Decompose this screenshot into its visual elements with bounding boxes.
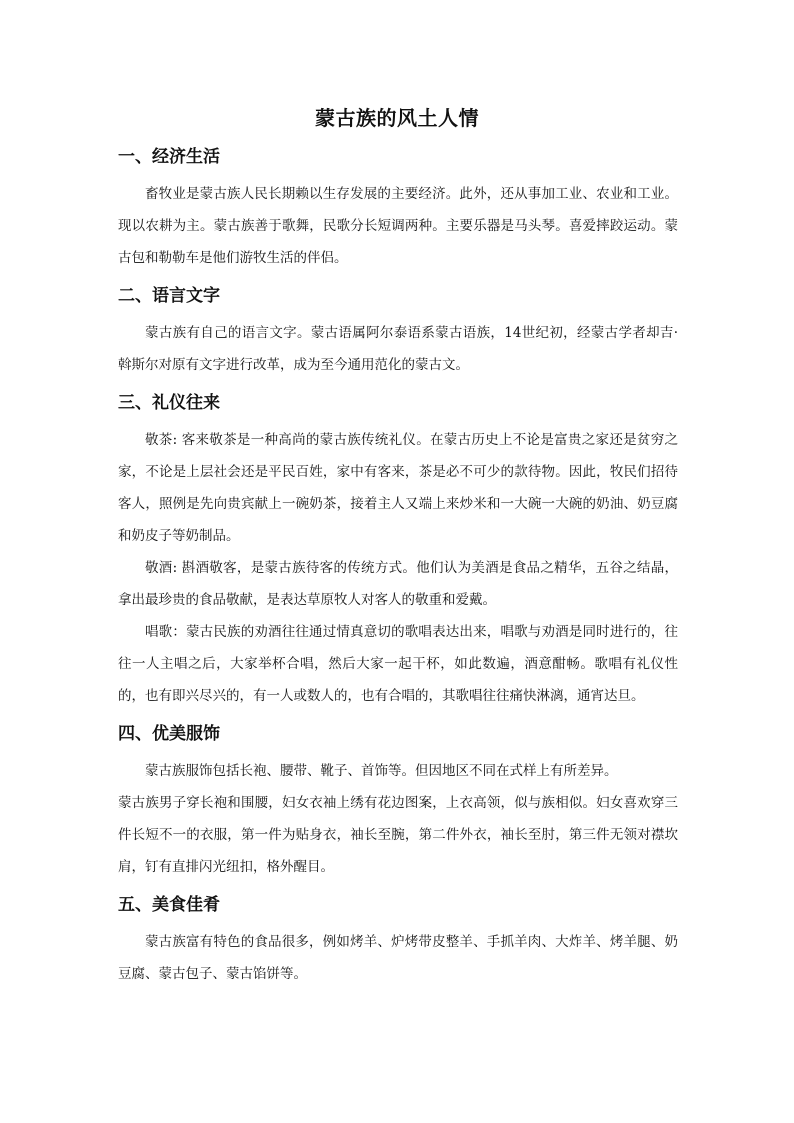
section-heading: 一、经济生活 [118, 147, 220, 167]
section-heading: 四、优美服饰 [118, 724, 220, 744]
paragraph: 蒙古族有自己的语言文字。蒙古语属阿尔泰语系蒙古语族，14世纪初，经蒙古学者却吉·斡斯尔对原有文字进行改革，成为至今通用范化的蒙古文。 [118, 325, 678, 373]
paragraph: 蒙古族男子穿长袍和围腰，妇女衣袖上绣有花边图案，上衣高领，似与族相似。妇女喜欢穿三件长短不一的衣服，第一件为贴身衣，袖长至腕，第二件外衣，袖长至肘，第三件无领对襟坎肩，钉有直排闪光纽扣，格外醒目。 [118, 795, 678, 875]
section-heading: 三、礼仪往来 [118, 393, 220, 413]
section-economy [118, 142, 678, 274]
paragraph: 蒙古族服饰包括长袍、腰带、靴子、首饰等。但因地区不同在式样上有所差异。 [145, 763, 618, 779]
paragraph-wine: 敬酒: 斟酒敬客，是蒙古族待客的传统方式。他们认为美酒是食品之精华，五谷之结晶，拿出最珍贵的食品敬献，是表达草原牧人对客人的敬重和爱戴。 [118, 560, 678, 608]
section-heading: 二、语言文字 [118, 286, 220, 306]
section-language [118, 281, 678, 381]
paragraph: 蒙古族富有特色的食品很多，例如烤羊、炉烤带皮整羊、手抓羊肉、大炸羊、烤羊腿、奶豆腐、蒙古包子、蒙古馅饼等。 [118, 934, 678, 982]
section-cuisine [118, 890, 678, 990]
paragraph-tea: 敬茶: 客来敬茶是一种高尚的蒙古族传统礼仪。在蒙古历史上不论是富贵之家还是贫穷之家，不论是上层社会还是平民百姓，家中有客来，茶是必不可少的款待物。因此，牧民们招待客人，照例是先向贵宾献上一碗奶茶，接着主人又端上来炒米和一大碗一大碗的奶油、奶豆腐和奶皮子等奶制品。 [118, 432, 678, 544]
page-title: 蒙古族的风土人情 [315, 106, 479, 130]
section-costume [118, 719, 678, 883]
paragraph-singing: 唱歌：蒙古民族的劝酒往往通过情真意切的歌唱表达出来，唱歌与劝酒是同时进行的，往往一人主唱之后，大家举杯合唱，然后大家一起干杯，如此数遍，酒意酣畅。歌唱有礼仪性的，也有即兴尽兴的，有一人或数人的，也有合唱的，其歌唱往往痛快淋漓，通宵达旦。 [118, 624, 678, 704]
section-heading: 五、美食佳肴 [118, 895, 220, 915]
section-etiquette [118, 388, 678, 712]
paragraph: 畜牧业是蒙古族人民长期赖以生存发展的主要经济。此外，还从事加工业、农业和工业。现以农耕为主。蒙古族善于歌舞，民歌分长短调两种。主要乐器是马头琴。喜爱摔跤运动。蒙古包和勒勒车是他们游牧生活的伴侣。 [118, 186, 678, 266]
document-body [118, 142, 678, 997]
